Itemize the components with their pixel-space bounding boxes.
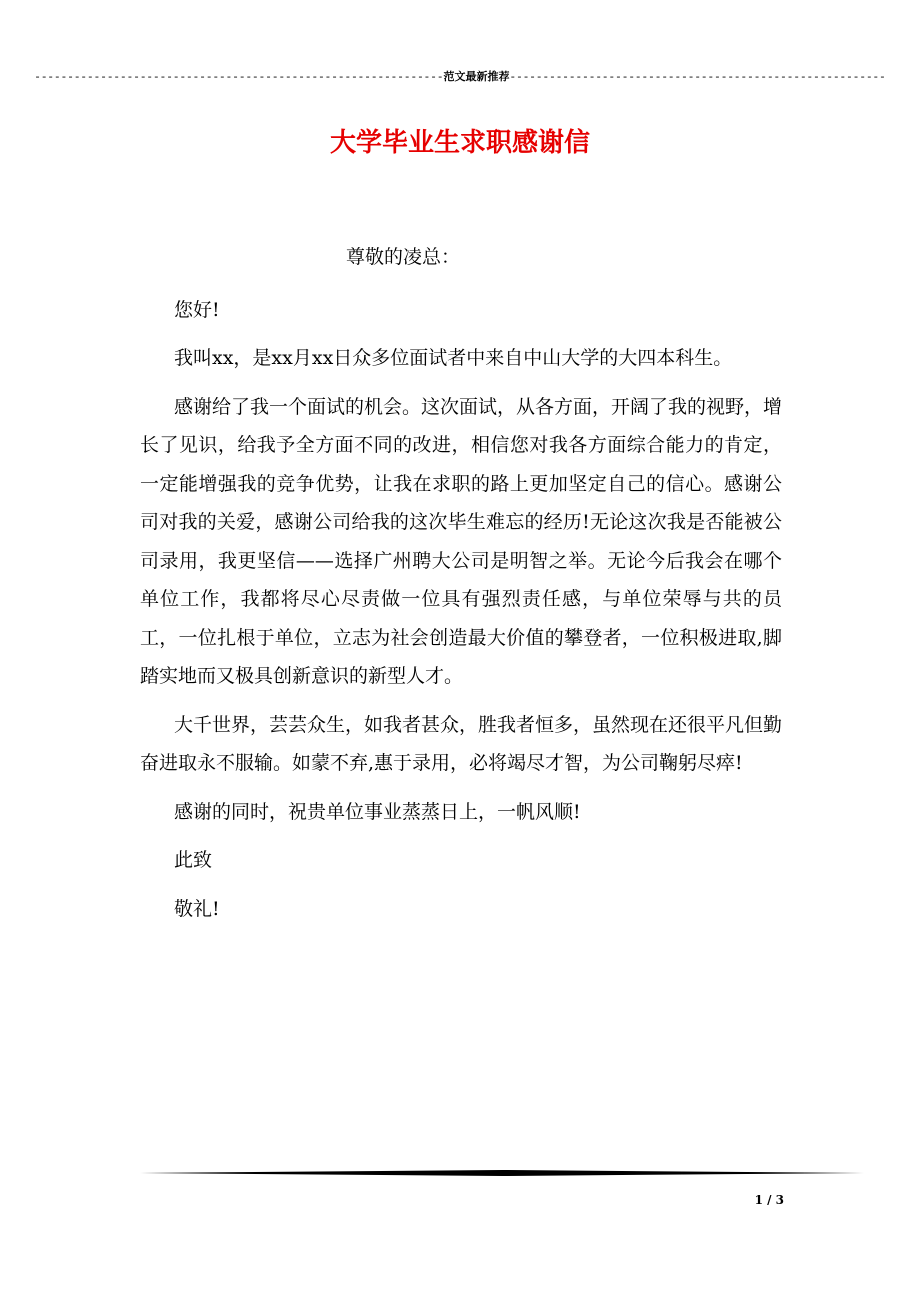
page-number: 1 / 3 bbox=[754, 1193, 784, 1207]
letter-paragraph: 感谢给了我一个面试的机会。这次面试，从各方面，开阔了我的视野，增长了见识，给我予全方面不同的改进，相信您对我各方面综合能力的肯定，一定能增强我的竞争优势，让我在求职的路上更加坚定自己的信心。感谢公司对我的关爱，感谢公司给我的这次毕生难忘的经历!无论这次我是否能被公司录用，我更坚信——选择广州聘大公司是明智之举。无论今后我会在哪个单位工作，我都将尽心尽责做一位具有强烈责任感，与单位荣辱与共的员工，一位扎根于单位，立志为社会创造最大价值的攀登者，一位积极进取,脚踏实地而又极具创新意识的新型人才。 bbox=[140, 395, 783, 687]
letter-paragraph: 您好! bbox=[174, 298, 220, 321]
letter-salutation: 尊敬的凌总： bbox=[346, 246, 461, 268]
header-left-dashes: -------------------------------------------------------------- bbox=[34, 72, 444, 84]
header-right-dashes: --------------------------------------------------------- bbox=[509, 72, 886, 84]
letter-body bbox=[140, 238, 782, 938]
header-label: 范文最新推荐 bbox=[443, 70, 510, 83]
document-title: 大学毕业生求职感谢信 bbox=[329, 128, 590, 158]
letter-paragraph: 大千世界，芸芸众生，如我者甚众，胜我者恒多，虽然现在还很平凡但勤奋进取永不服输。如蒙不弃,惠于录用，必将竭尽才智，为公司鞠躬尽瘁! bbox=[140, 713, 783, 774]
letter-paragraph: 感谢的同时，祝贵单位事业蒸蒸日上，一帆风顺! bbox=[174, 800, 581, 823]
page-header bbox=[0, 68, 920, 84]
letter-closing: 敬礼! bbox=[174, 897, 220, 920]
footer-divider bbox=[140, 1170, 864, 1176]
letter-paragraph: 我叫xx，是xx月xx日众多位面试者中来自中山大学的大四本科生。 bbox=[174, 347, 733, 369]
letter-closing: 此致 bbox=[174, 849, 213, 871]
